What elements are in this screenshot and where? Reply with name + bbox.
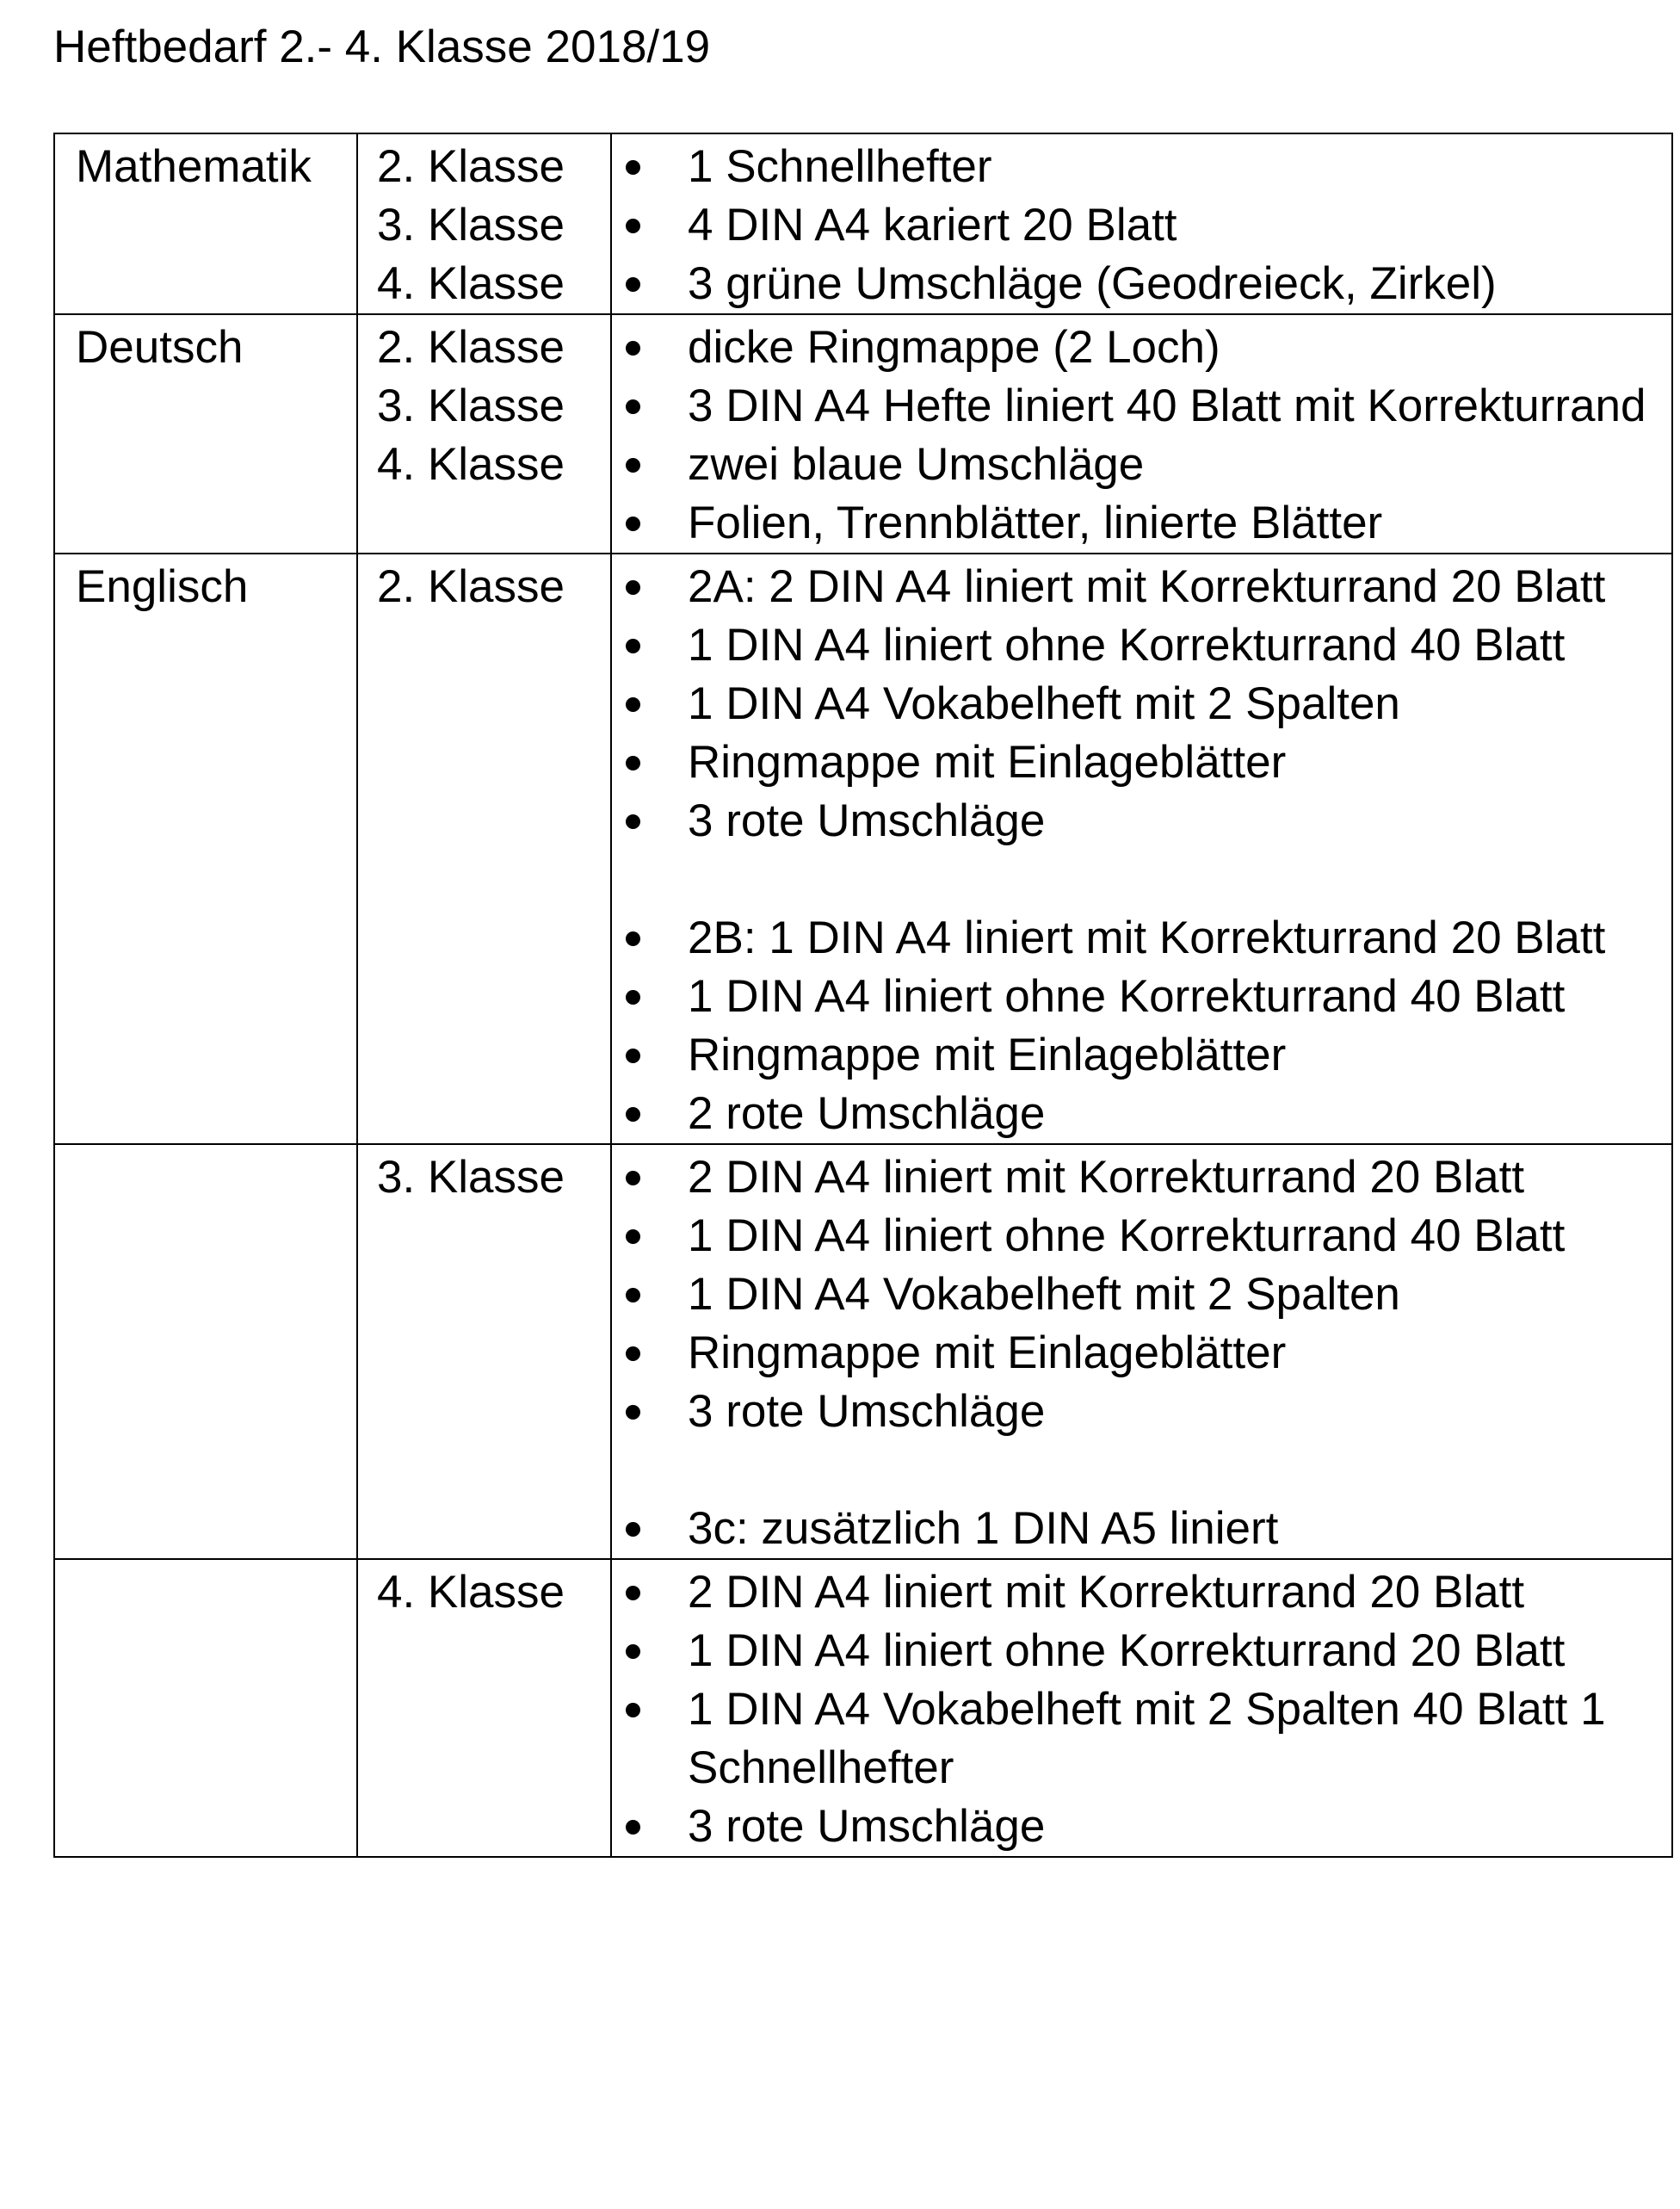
bullet-icon (626, 639, 640, 653)
list-item-text: dicke Ringmappe (2 Loch) (688, 322, 1220, 373)
list-item-text: 3 rote Umschläge (688, 1801, 1046, 1852)
supplies-table (53, 133, 1673, 1858)
items-cell (611, 133, 1672, 314)
list-item-text: 3 rote Umschläge (688, 795, 1046, 846)
supply-list (612, 1563, 1665, 1856)
list-spacer (612, 1441, 1665, 1500)
list-item (612, 1207, 1665, 1265)
list-item (612, 1026, 1665, 1085)
list-item-text: zwei blaue Umschläge (688, 439, 1145, 490)
list-item-text: Folien, Trennblätter, linierte Blätter (688, 498, 1383, 548)
bullet-icon (626, 458, 640, 473)
list-item (612, 1500, 1665, 1558)
class-label: 2. Klasse (377, 561, 565, 612)
supply-list (612, 319, 1665, 553)
bullet-icon (626, 1107, 640, 1122)
list-item (612, 138, 1665, 196)
table-row (54, 133, 1672, 314)
list-item (612, 558, 1665, 616)
list-item (612, 255, 1665, 313)
list-item-text: 3 rote Umschläge (688, 1386, 1046, 1437)
list-item (612, 1265, 1665, 1324)
list-item-text: 1 DIN A4 Vokabelheft mit 2 Spalten (688, 1269, 1400, 1320)
list-item-text: 3c: zusätzlich 1 DIN A5 liniert (688, 1503, 1279, 1554)
class-label: 2. Klasse (377, 141, 565, 192)
list-item-text: 1 Schnellhefter (688, 141, 992, 192)
bullet-icon (626, 399, 640, 414)
list-item (612, 1680, 1665, 1798)
bullet-icon (626, 1522, 640, 1537)
class-label: 4. Klasse (377, 1567, 565, 1618)
list-item (612, 733, 1665, 792)
list-item-text: 1 DIN A4 liniert ohne Korrekturrand 20 Blatt (688, 1625, 1566, 1676)
list-item (612, 377, 1665, 436)
class-label: 2. Klasse (377, 322, 565, 373)
list-item-text: 1 DIN A4 Vokabelheft mit 2 Spalten (688, 678, 1400, 729)
bullet-icon (626, 697, 640, 712)
table-row (54, 1144, 1672, 1559)
subject-cell (54, 554, 357, 1144)
list-item (612, 792, 1665, 851)
bullet-icon (626, 580, 640, 595)
list-item (612, 494, 1665, 553)
supply-list (612, 558, 1665, 1143)
list-item (612, 616, 1665, 675)
supply-list (612, 1148, 1665, 1558)
bullet-icon (626, 1049, 640, 1063)
bullet-icon (626, 814, 640, 829)
list-item (612, 1798, 1665, 1856)
bullet-icon (626, 160, 640, 175)
bullet-icon (626, 1229, 640, 1244)
list-item-text: Ringmappe mit Einlageblätter (688, 737, 1287, 788)
bullet-icon (626, 1586, 640, 1600)
class-cell (357, 1559, 611, 1857)
list-item-text: 1 DIN A4 Vokabelheft mit 2 Spalten 40 Blatt 1 Schnellhefter (688, 1684, 1606, 1793)
bullet-icon (626, 1820, 640, 1835)
subject-label: Englisch (76, 561, 249, 612)
list-item-text: 2 rote Umschläge (688, 1088, 1046, 1139)
list-item-text: 3 DIN A4 Hefte liniert 40 Blatt mit Korrekturrand (688, 381, 1646, 431)
list-item (612, 1622, 1665, 1680)
class-cell (357, 314, 611, 554)
list-item-text: 2A: 2 DIN A4 liniert mit Korrekturrand 20 Blatt (688, 561, 1606, 612)
bullet-icon (626, 1171, 640, 1185)
subject-cell (54, 1559, 357, 1857)
table-row (54, 1559, 1672, 1857)
list-spacer (612, 851, 1665, 909)
list-item-text: 2B: 1 DIN A4 liniert mit Korrekturrand 20 Blatt (688, 913, 1606, 963)
list-item (612, 1085, 1665, 1143)
list-item-text: 1 DIN A4 liniert ohne Korrekturrand 40 Blatt (688, 971, 1566, 1022)
subject-label: Mathematik (76, 141, 312, 192)
class-label: 4. Klasse (377, 439, 565, 490)
list-item (612, 436, 1665, 494)
list-item-text: 2 DIN A4 liniert mit Korrekturrand 20 Blatt (688, 1152, 1525, 1203)
bullet-icon (626, 1703, 640, 1717)
subject-cell (54, 314, 357, 554)
list-item-text: 2 DIN A4 liniert mit Korrekturrand 20 Blatt (688, 1567, 1525, 1618)
list-item (612, 675, 1665, 733)
class-label: 4. Klasse (377, 258, 565, 309)
list-item-text: Ringmappe mit Einlageblätter (688, 1327, 1287, 1378)
class-cell (357, 554, 611, 1144)
class-label: 3. Klasse (377, 381, 565, 431)
items-cell (611, 1559, 1672, 1857)
subject-cell (54, 133, 357, 314)
items-cell (611, 554, 1672, 1144)
bullet-icon (626, 756, 640, 770)
bullet-icon (626, 341, 640, 356)
bullet-icon (626, 277, 640, 292)
list-item (612, 1383, 1665, 1441)
bullet-icon (626, 990, 640, 1005)
bullet-icon (626, 219, 640, 233)
class-cell (357, 133, 611, 314)
class-cell (357, 1144, 611, 1559)
class-label: 3. Klasse (377, 200, 565, 251)
document-title: Heftbedarf 2.- 4. Klasse 2018/19 (53, 22, 711, 72)
bullet-icon (626, 931, 640, 946)
list-item (612, 968, 1665, 1026)
list-item (612, 319, 1665, 377)
bullet-icon (626, 1405, 640, 1420)
items-cell (611, 1144, 1672, 1559)
bullet-icon (626, 1644, 640, 1659)
list-item (612, 1148, 1665, 1207)
subject-cell (54, 1144, 357, 1559)
list-item (612, 196, 1665, 255)
table-row (54, 554, 1672, 1144)
bullet-icon (626, 1346, 640, 1361)
supply-list (612, 138, 1665, 313)
bullet-icon (626, 1288, 640, 1303)
list-item-text: Ringmappe mit Einlageblätter (688, 1030, 1287, 1080)
list-item-text: 3 grüne Umschläge (Geodreieck, Zirkel) (688, 258, 1497, 309)
list-item-text: 1 DIN A4 liniert ohne Korrekturrand 40 Blatt (688, 1210, 1566, 1261)
list-item (612, 1324, 1665, 1383)
supplies-table-body (54, 133, 1672, 1857)
list-item-text: 4 DIN A4 kariert 20 Blatt (688, 200, 1177, 251)
subject-label: Deutsch (76, 322, 244, 373)
bullet-icon (626, 517, 640, 531)
list-item (612, 1563, 1665, 1622)
items-cell (611, 314, 1672, 554)
list-item-text: 1 DIN A4 liniert ohne Korrekturrand 40 Blatt (688, 620, 1566, 671)
class-label: 3. Klasse (377, 1152, 565, 1203)
list-item (612, 909, 1665, 968)
table-row (54, 314, 1672, 554)
